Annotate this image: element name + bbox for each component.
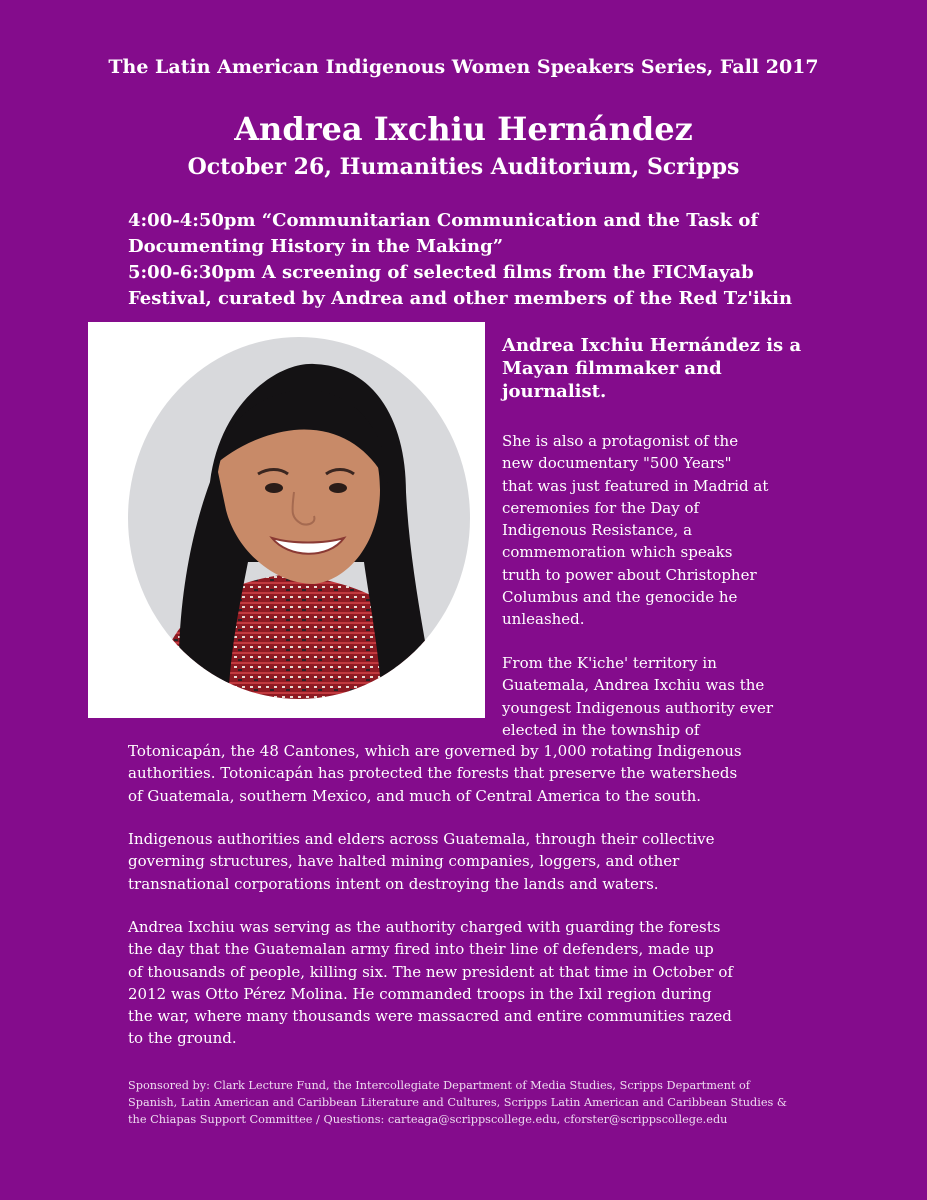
sponsor-line: Spanish, Latin American and Caribbean Literature and Cultures, Scripps Latin American and Caribbean Studies & [128,1096,787,1109]
sponsor-line: Sponsored by: Clark Lecture Fund, the Intercollegiate Department of Media Studies, Scripps Department of [128,1079,750,1092]
bio-line: the war, where many thousands were massacred and entire communities razed [128,1007,732,1026]
bio-line: governing structures, have halted mining companies, loggers, and other [128,852,680,871]
session-line: 5:00-6:30pm A screening of selected films from the FICMayab [128,262,754,283]
sponsors-footer [128,1077,828,1128]
session-screening [128,260,888,312]
session-talk [128,208,888,260]
bio-line: of thousands of people, killing six. The new president at that time in October of [128,962,733,981]
bio-line: unleashed. [502,610,585,629]
bio-line: truth to power about Christopher [502,565,757,584]
portrait-photo [88,322,485,718]
bio-paragraph-forests [128,916,828,1050]
bio-paragraph-authorities [128,828,828,895]
bio-line: journalist. [502,381,607,402]
series-title: The Latin American Indigenous Women Speakers Series, Fall 2017 [108,56,819,78]
bio-lead [502,334,832,403]
bio-line: ceremonies for the Day of [502,498,700,517]
bio-line: new documentary "500 Years" [502,454,732,473]
bio-line: Mayan filmmaker and [502,358,722,379]
bio-line: Andrea Ixchiu Hernández is a [502,335,802,356]
session-line: 4:00-4:50pm “Communitarian Communication and the Task of [128,210,759,231]
session-schedule [128,208,888,312]
bio-line: Columbus and the genocide he [502,588,738,607]
bio-line: to the ground. [128,1029,237,1048]
bio-line: elected in the township of [502,720,700,739]
bio-paragraph-territory-cont [128,740,828,807]
bio-line: commemoration which speaks [502,543,733,562]
bio-line: transnational corporations intent on destroying the lands and waters. [128,874,659,893]
speaker-name: Andrea Ixchiu Hernández [234,110,693,148]
bio-line: of Guatemala, southern Mexico, and much of Central America to the south. [128,786,702,805]
session-line: Documenting History in the Making” [128,236,504,257]
bio-line: Andrea Ixchiu was serving as the authority charged with guarding the forests [128,918,721,936]
bio-line: Totonicapán, the 48 Cantones, which are governed by 1,000 rotating Indigenous [128,742,742,760]
bio-line: Indigenous authorities and elders across Guatemala, through their collective [128,830,715,848]
event-date-location: October 26, Humanities Auditorium, Scripps [187,154,740,180]
bio-line: 2012 was Otto Pérez Molina. He commanded troops in the Ixil region during [128,984,712,1003]
bio-line: that was just featured in Madrid at [502,476,769,495]
bio-line: She is also a protagonist of the [502,432,739,450]
bio-line: Guatemala, Andrea Ixchiu was the [502,676,765,695]
bio-line: youngest Indigenous authority ever [502,698,774,717]
sponsor-line: the Chiapas Support Committee / Questions: carteaga@scrippscollege.edu, cforster@scrippscollege.edu [128,1113,728,1126]
portrait-illustration [88,322,485,718]
bio-line: Indigenous Resistance, a [502,521,693,540]
bio-line: authorities. Totonicapán has protected the forests that preserve the watersheds [128,764,738,783]
bio-paragraph-documentary [502,430,802,631]
bio-line: the day that the Guatemalan army fired into their line of defenders, made up [128,940,714,959]
speaker-portrait [88,322,485,718]
bio-line: From the K'iche' territory in [502,654,717,672]
session-line: Festival, curated by Andrea and other members of the Red Tz'ikin [128,288,793,309]
bio-paragraph-territory [502,652,812,741]
